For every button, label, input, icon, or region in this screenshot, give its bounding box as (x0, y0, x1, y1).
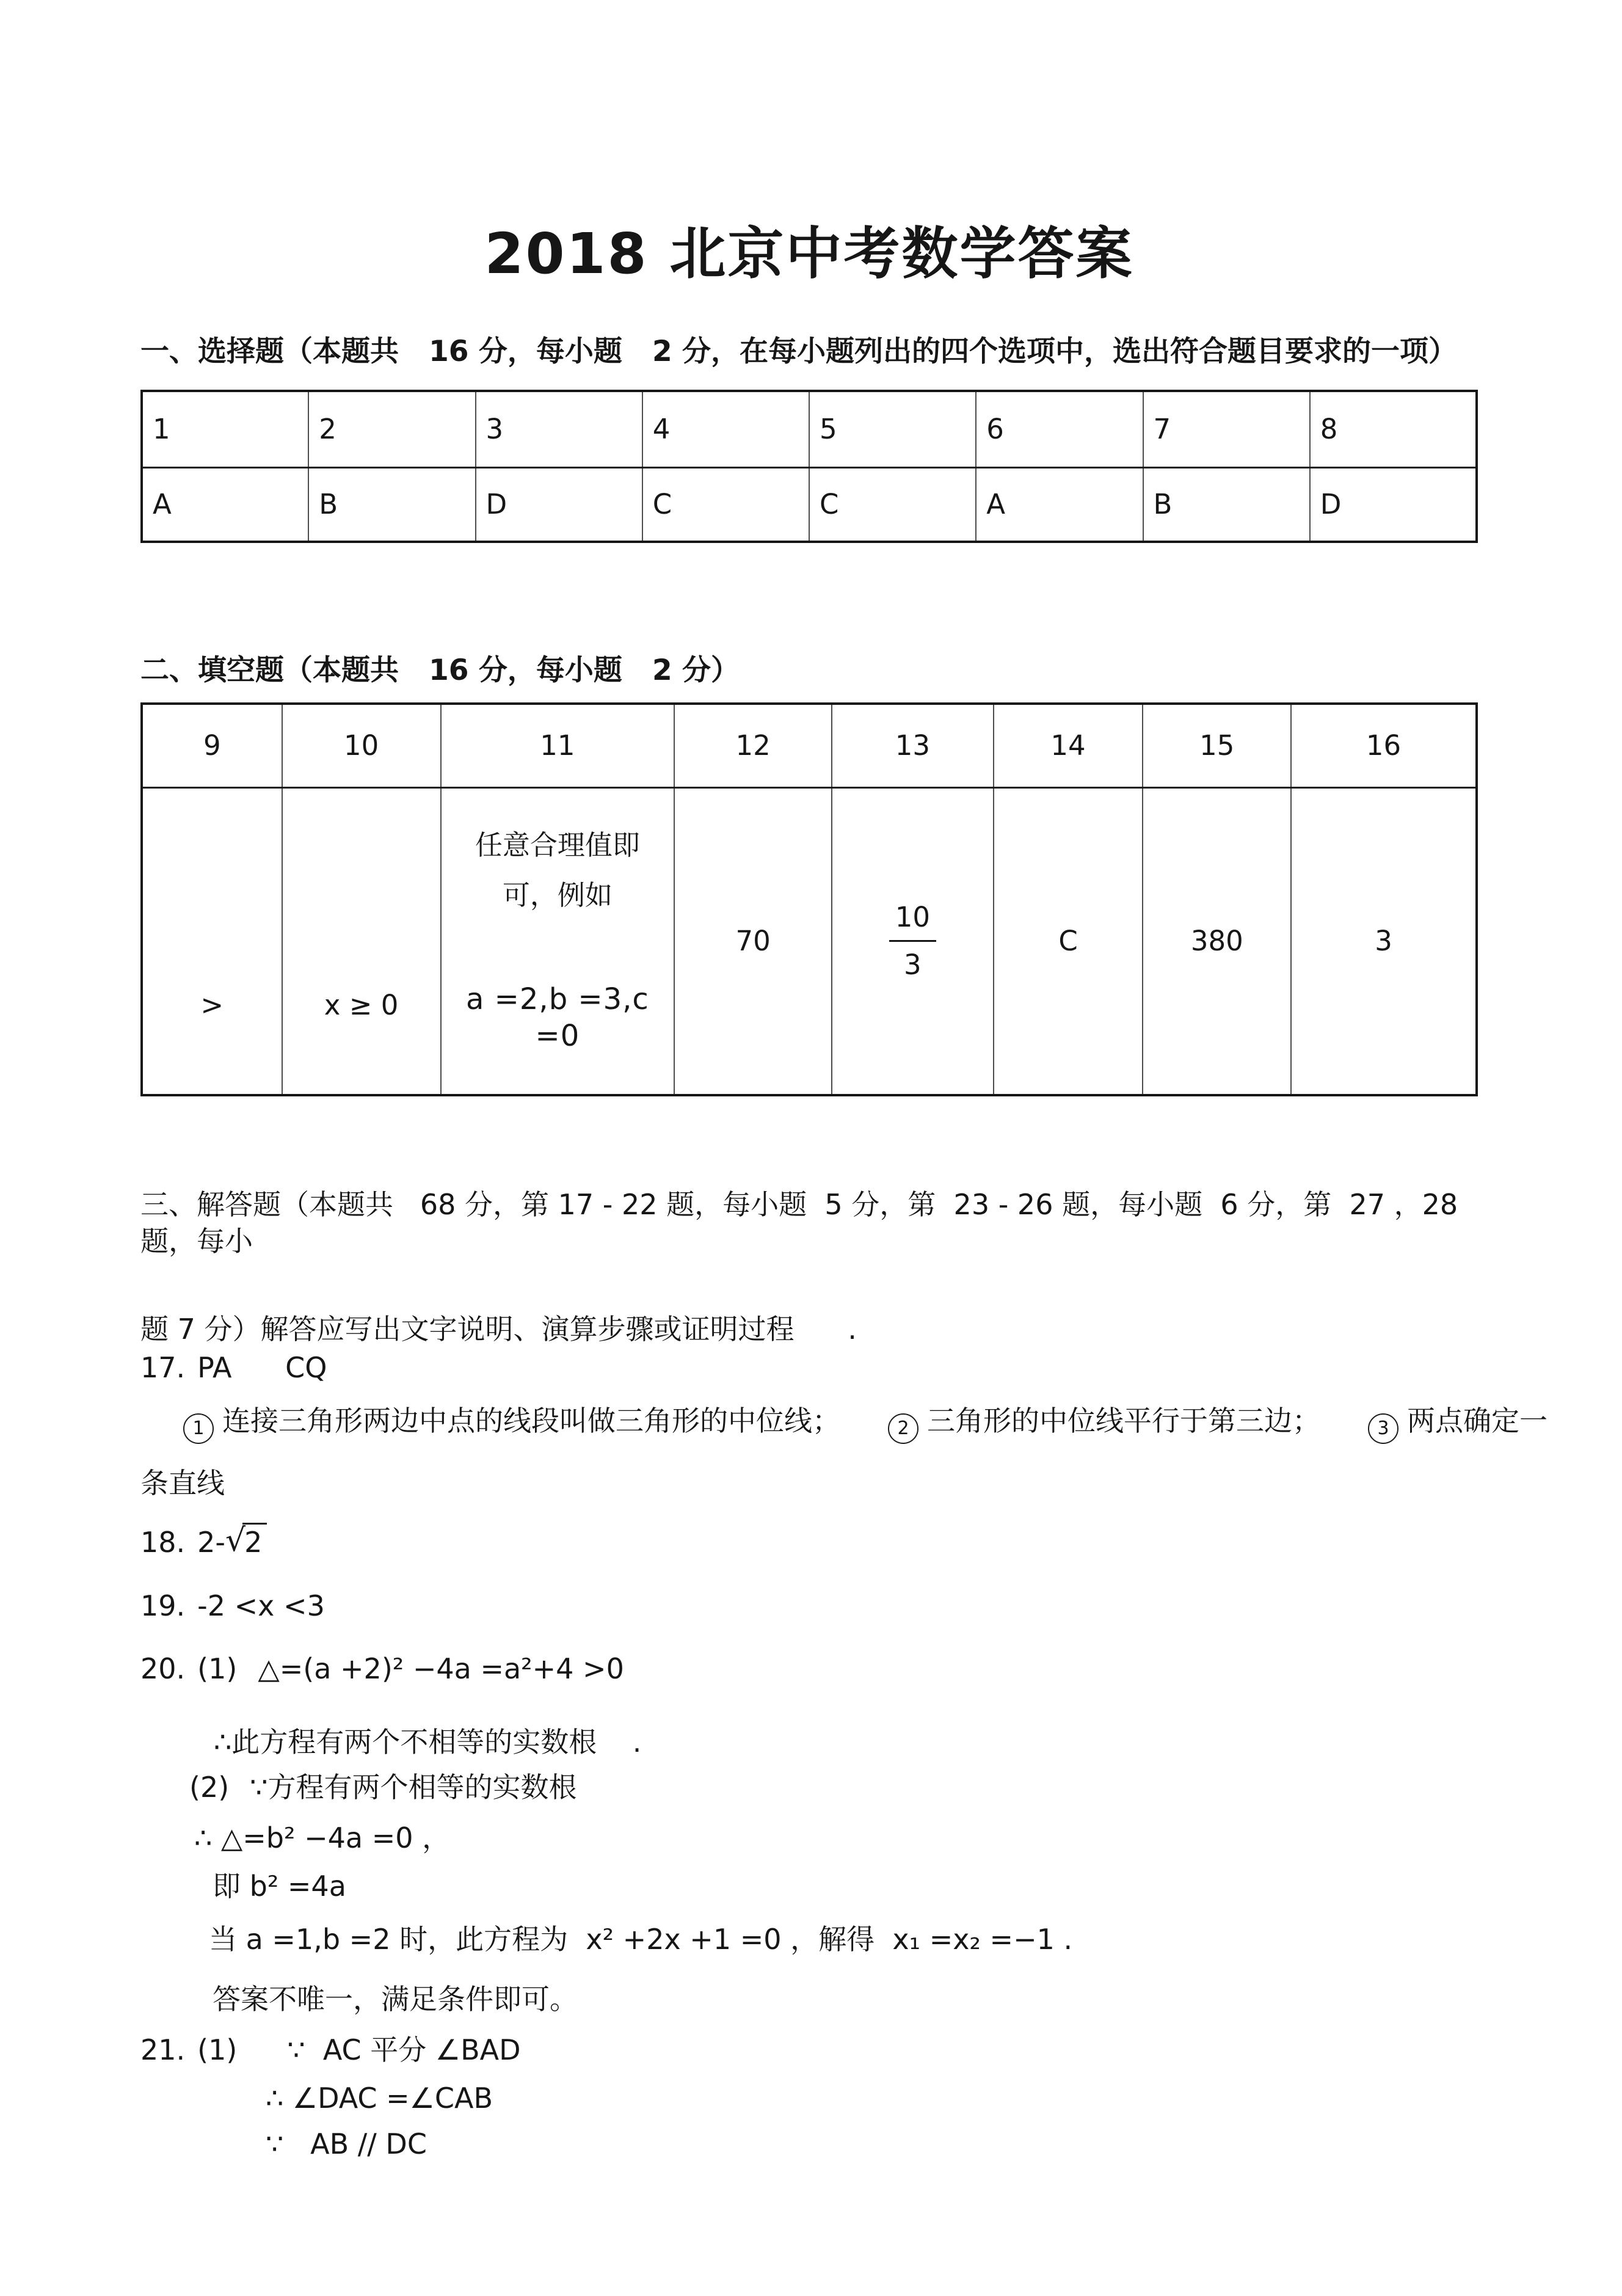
item-21-line3: ∵ AB // DC (266, 2127, 427, 2160)
table-row (142, 788, 1477, 1096)
answer-cell: D (476, 468, 642, 542)
answer-cell (282, 788, 441, 1096)
item-number: 18. (140, 1525, 186, 1559)
answer-11-line2: 可，例如 (502, 879, 613, 912)
item-number: 17. (140, 1350, 186, 1384)
question-number-cell: 8 (1310, 391, 1477, 468)
part-label: (1) (197, 1652, 238, 1686)
section1-answer-table (140, 390, 1478, 543)
item-number: 20. (140, 1652, 186, 1686)
answer-cell (441, 788, 675, 1096)
answer-10: x ≥ 0 (324, 989, 399, 1022)
question-number-cell: 1 (142, 391, 308, 468)
answer-cell (832, 788, 994, 1096)
item-19-answer-line (140, 1589, 1478, 1624)
point-2 (888, 1404, 1320, 1440)
circled-number: 2 (888, 1413, 918, 1444)
item-20-note: 答案不唯一，满足条件即可。 (213, 1983, 578, 2016)
radical-sign: √ (225, 1522, 246, 1559)
section2-heading: 二、填空题（本题共 16 分，每小题 2 分） (140, 654, 740, 688)
answer-cell: B (308, 468, 475, 542)
answer-cell: C (642, 468, 809, 542)
question-number-cell: 10 (282, 704, 441, 788)
answer-11 (442, 828, 674, 1055)
table-row (142, 468, 1477, 542)
solutions (140, 1350, 1547, 2162)
item-20-part1-formula: △=(a +2)² −4a =a²+4 >0 (258, 1652, 624, 1686)
question-number-cell: 7 (1143, 391, 1310, 468)
question-number-cell: 3 (476, 391, 642, 468)
question-number-cell: 15 (1143, 704, 1291, 788)
square-root-expression (225, 1522, 267, 1562)
item-20-part1-conclusion: ∴此方程有两个不相等的实数根 . (214, 1725, 642, 1758)
fraction-numerator: 10 (895, 901, 930, 934)
item-17-continuation: 条直线 (140, 1467, 225, 1500)
item-20-part2-step3: 当 a =1,b =2 时，此方程为 x² +2x +1 =0 ，解得 x₁ =x₂ =−1 . (209, 1922, 1073, 1956)
item-18-prefix: 2- (197, 1525, 226, 1559)
answer-13-fraction (889, 900, 936, 982)
fraction-denominator: 3 (889, 940, 936, 982)
table-row (142, 391, 1477, 468)
item-21-line1 (140, 2033, 1478, 2068)
item-20-part2-premise: ∵方程有两个相等的实数根 (250, 1771, 577, 1804)
item-17-answer: PA CQ (197, 1350, 327, 1384)
answer-cell: D (1310, 468, 1477, 542)
section1-heading: 一、选择题（本题共 16 分，每小题 2 分，在每小题列出的四个选项中，选出符合题目要求的一项） (140, 335, 1458, 368)
section3-heading-line2: 题 7 分）解答应写出文字说明、演算步骤或证明过程 . (140, 1312, 857, 1346)
circled-number: 3 (1368, 1413, 1398, 1444)
point-1 (183, 1404, 840, 1440)
question-number-cell: 5 (809, 391, 976, 468)
item-19-answer: -2 <x <3 (197, 1589, 325, 1622)
answer-cell (674, 788, 832, 1096)
question-number-cell: 6 (976, 391, 1143, 468)
answer-cell: A (976, 468, 1143, 542)
answer-11-formula: a =2,b =3,c =0 (466, 982, 649, 1054)
answer-cell: A (142, 468, 308, 542)
answer-16: 3 (1375, 925, 1392, 958)
item-number: 19. (140, 1589, 186, 1622)
answer-14: C (1058, 925, 1078, 958)
item-20-part2-step2: 即 b² =4a (213, 1870, 346, 1903)
point-3 (1368, 1404, 1547, 1440)
answer-cell (994, 788, 1143, 1096)
question-number-cell: 16 (1291, 704, 1477, 788)
item-18-answer-line (140, 1522, 1478, 1562)
circled-number: 1 (183, 1413, 214, 1444)
section3-heading-line1: 三、解答题（本题共 68 分，第 17 - 22 题，每小题 5 分，第 23 - 26 题，每小题 6 分，第 27 ，28 题，每小 (140, 1188, 1467, 1258)
question-number-cell: 4 (642, 391, 809, 468)
question-number-cell: 9 (142, 704, 282, 788)
answer-cell: C (809, 468, 976, 542)
answer-15: 380 (1190, 925, 1243, 958)
answer-cell (1291, 788, 1477, 1096)
question-number-cell: 2 (308, 391, 475, 468)
question-number-cell: 11 (441, 704, 675, 788)
question-number-cell: 13 (832, 704, 994, 788)
answer-cell: B (1143, 468, 1310, 542)
answer-cell (142, 788, 282, 1096)
item-20-part2-step1: ∴ △=b² −4a =0 ， (194, 1821, 451, 1854)
answer-9: > (200, 989, 224, 1022)
item-number: 21. (140, 2033, 186, 2066)
point-2-text: 三角形的中位线平行于第三边； (927, 1404, 1320, 1438)
point-3-text: 两点确定一 (1407, 1404, 1547, 1438)
item-21-line1-text: ∵ AC 平分 ∠BAD (287, 2033, 521, 2066)
item-17-answer-line (140, 1350, 1478, 1386)
point-1-text: 连接三角形两边中点的线段叫做三角形的中位线； (222, 1404, 840, 1438)
answer-cell (1143, 788, 1291, 1096)
radicand: 2 (242, 1523, 267, 1561)
item-20-part1-line (140, 1652, 1478, 1687)
section2-answer-table (140, 702, 1478, 1096)
part-label: (1) (197, 2033, 238, 2066)
page-title: 2018 北京中考数学答案 (484, 221, 1134, 286)
question-number-cell: 12 (674, 704, 832, 788)
item-17-points-line (183, 1404, 1547, 1444)
answer-11-line1: 任意合理值即 (475, 828, 640, 861)
part-label: (2) (189, 1771, 230, 1804)
answer-12: 70 (735, 925, 771, 958)
question-number-cell: 14 (994, 704, 1143, 788)
item-21-line2: ∴ ∠DAC =∠CAB (266, 2082, 493, 2115)
item-20-part2-line (189, 1770, 1478, 1806)
table-row (142, 704, 1477, 788)
